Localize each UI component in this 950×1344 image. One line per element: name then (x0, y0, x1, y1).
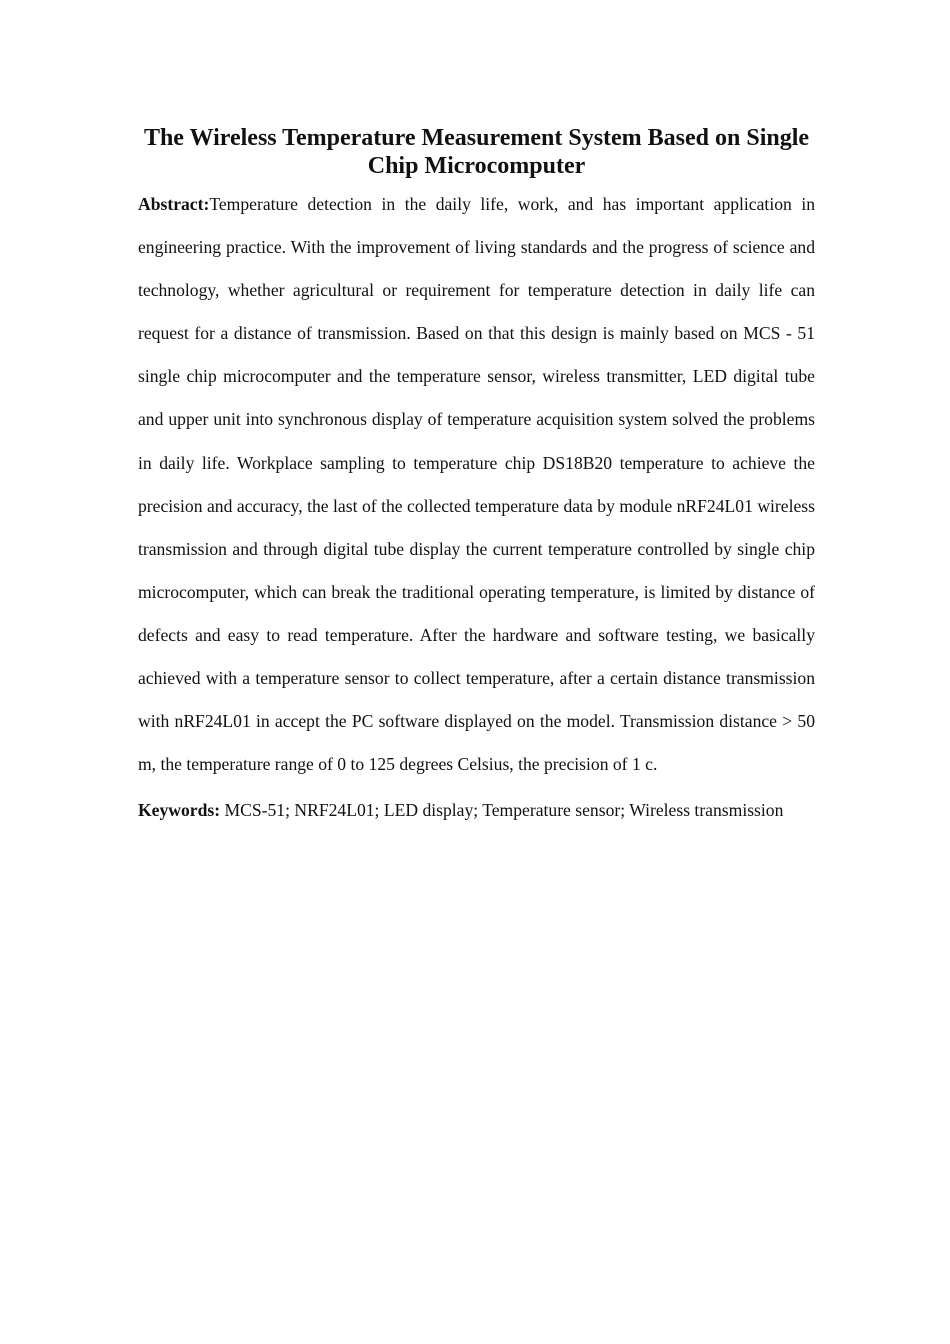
document-title: The Wireless Temperature Measurement System Based on Single Chip Microcomputer (143, 125, 810, 179)
abstract-label: Abstract: (138, 194, 210, 214)
abstract-text: Temperature detection in the daily life, work, and has important application in engineering practice. With the improvement of living standards and the progress of science and technology, whether agricultural or requirement for temperature detection in daily life can request for a distance of transmission. Based on that this design is mainly based on MCS - 51 single chip microcomputer and the temperature sensor, wireless transmitter, LED digital tube and upper unit into synchronous display of temperature acquisition system solved the problems in daily life. Workplace sampling to temperature chip DS18B20 temperature to achieve the precision and accuracy, the last of the collected temperature data by module nRF24L01 wireless transmission and through digital tube display the current temperature controlled by single chip microcomputer, which can break the traditional operating temperature, is limited by distance of defects and easy to read temperature. After the hardware and software testing, we basically achieved with a temperature sensor to collect temperature, after a certain distance transmission with nRF24L01 in accept the PC software displayed on the model. Transmission distance > 50 m, the temperature range of 0 to 125 degrees Celsius, the precision of 1 c. (138, 194, 815, 775)
abstract-paragraph (138, 183, 815, 786)
keywords-text: MCS-51; NRF24L01; LED display; Temperature sensor; Wireless transmission (220, 800, 784, 821)
keywords-label: Keywords: (138, 800, 221, 821)
keywords-paragraph (138, 789, 815, 832)
document-content (138, 124, 815, 832)
